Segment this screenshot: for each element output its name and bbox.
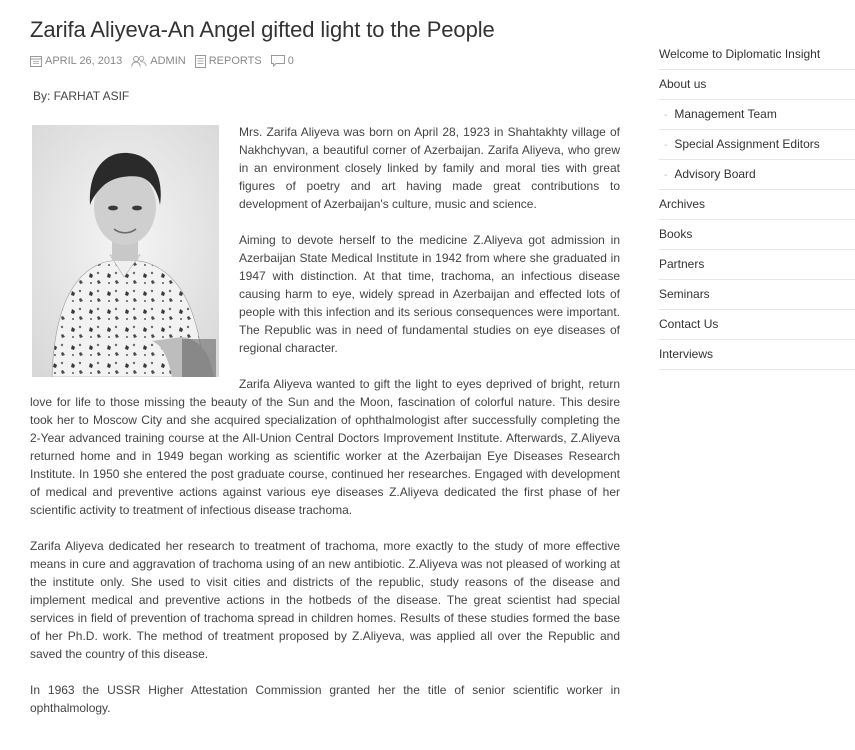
sidebar-item-special-assignment-editors[interactable]: [659, 130, 855, 160]
sidebar-item-label: Special Assignment Editors: [674, 137, 820, 151]
sidebar-item-management-team[interactable]: [659, 100, 855, 130]
article-body: [30, 123, 620, 735]
submenu-dash-icon: -: [664, 110, 668, 121]
sidebar-item-about-us[interactable]: About us: [659, 70, 855, 100]
sidebar-item-archives[interactable]: Archives: [659, 190, 855, 220]
sidebar-nav: [659, 40, 855, 370]
post-category-link[interactable]: REPORTS: [208, 55, 262, 67]
post-comments[interactable]: [271, 55, 294, 67]
document-icon: [195, 55, 206, 68]
sidebar-item-books[interactable]: Books: [659, 220, 855, 250]
post-author[interactable]: [131, 55, 185, 67]
post-author-link[interactable]: ADMIN: [150, 55, 186, 67]
article-paragraph: Zarifa Aliyeva dedicated her research to treatment of trachoma, more exactly to the study of more effective means in cure and aggravation of trachoma using of an new antibiotic. Z.Aliyeva was not pleased of working at the institute only. She used to visit cities and districts of the republic, study reasons of the disease and implement medical and preventive actions in the hotbeds of the disease. The great scientist had special services in field of prevention of trachoma spread in children homes. Results of these studies formed the base of her Ph.D. work. The method of treatment proposed by Z.Aliyeva, was applied all over the Republic and saved the country of this disease.: [30, 539, 620, 661]
sidebar-item-partners[interactable]: Partners: [659, 250, 855, 280]
submenu-dash-icon: -: [664, 140, 668, 151]
article-paragraph: Zarifa Aliyeva wanted to gift the light to eyes deprived of bright, return love for life to those missing the beauty of the Sun and the Moon, fascination of colorful nature. This desire took her to Moscow City and she acquired specialization of ophthalmologist after successfully completing the 2-Year advanced training course at the All-Union Central Doctors Improvement Institute. Afterwards, Z.Aliyeva returned home and in 1949 began working as scientific worker at the Azerbaijan Eye Diseases Research Institute. In 1950 she entered the post graduate course, continued her researches. Engaged with development of medical and preventive actions against various eye diseases Z.Aliyeva dedicated the first phase of her scientific activity to treatment of infectious disease trachoma.: [30, 377, 620, 517]
sidebar-item-label: Advisory Board: [674, 167, 756, 181]
submenu-dash-icon: -: [664, 170, 668, 181]
sidebar-item-advisory-board[interactable]: [659, 160, 855, 190]
sidebar-item-label: Management Team: [674, 107, 777, 121]
users-icon: [131, 55, 147, 67]
sidebar-item-interviews[interactable]: Interviews: [659, 340, 855, 370]
article-paragraph: Mrs. Zarifa Aliyeva was born on April 28, 1923 in Shahtakhty village of Nakhchyvan, a beautiful corner of Azerbaijan. Zarifa Aliyeva, who grew in an environment closely linked by family and moral ties with great figures of poetry and art having made great contributions to development of Azerbaijan's culture, music and science.: [239, 125, 620, 211]
post-title[interactable]: Zarifa Aliyeva-An Angel gifted light to the People: [30, 17, 495, 42]
comment-icon: [271, 55, 285, 67]
portrait-spacer: [30, 123, 239, 379]
post-date-text: APRIL 26, 2013: [45, 55, 123, 67]
post-category[interactable]: [195, 55, 262, 68]
article-paragraph: Aiming to devote herself to the medicine Z.Aliyeva got admission in Azerbaijan State Medical Institute in 1942 from where she graduated in 1947 with distinction. At that time, trachoma, an infectious disease causing harm to eye, widely spread in Azerbaijan and effected lots of people with this infection and its serious consequences were important. The Republic was in need of fundamental studies on eye diseases of regional character.: [239, 233, 620, 355]
post-meta: [30, 53, 303, 69]
post-comments-count[interactable]: 0: [287, 55, 294, 67]
sidebar-item-welcome[interactable]: Welcome to Diplomatic Insight: [659, 40, 855, 70]
sidebar-item-seminars[interactable]: Seminars: [659, 280, 855, 310]
article-paragraph: In 1963 the USSR Higher Attestation Commission granted her the title of senior scientific worker in ophthalmology.: [30, 683, 620, 715]
calendar-icon: [30, 55, 42, 67]
post-byline: By: FARHAT ASIF: [33, 89, 130, 103]
sidebar-item-contact-us[interactable]: Contact Us: [659, 310, 855, 340]
post-date: [30, 55, 122, 67]
